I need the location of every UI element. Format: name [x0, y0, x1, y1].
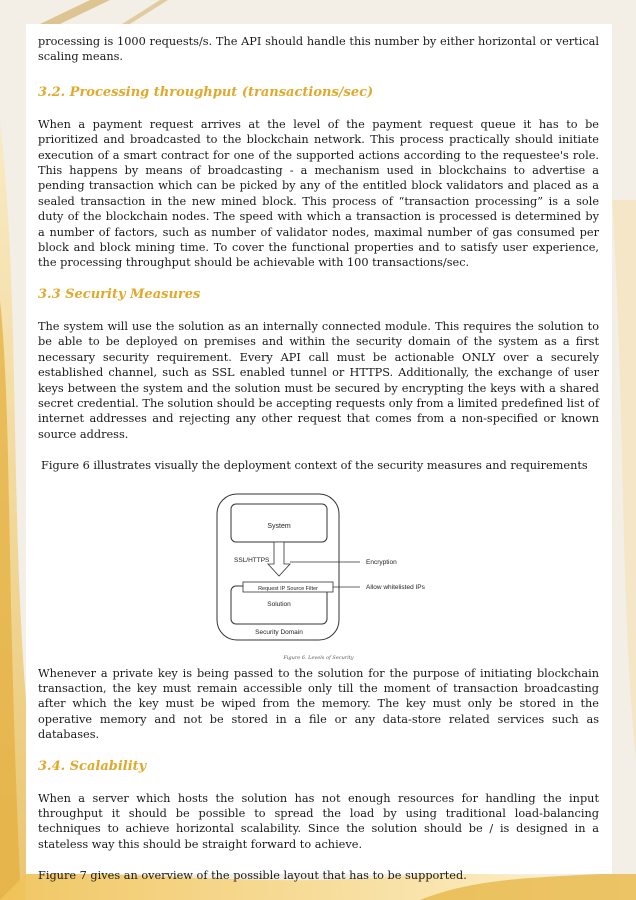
system-label: System: [267, 522, 291, 530]
heading-scalability: 3.4. Scalability: [38, 758, 147, 774]
ip-filter-label: Request IP Source Filter: [258, 585, 318, 592]
heading-security-measures: 3.3 Security Measures: [38, 286, 201, 302]
document-content: [38, 34, 599, 884]
paragraph-scalability: When a server which hosts the solution has not enough resources for handling the input throughput it should be possible to spread the load by using traditional load-balancing techniques to achieve horizontal scalability. Since the solution should be / is designed in a stateless way this should be straight forward to achieve.: [38, 791, 599, 851]
paragraph-security-measures: The system will use the solution as an internally connected module. This requires the solution to be able to be deployed on premises and within the security domain of the system as a first necessary security requirement. Every API call must be actionable ONLY over a securely established channel, such as SSL enabled tunnel or HTTPS. Additionally, the exchange of user keys between the system and the solution must be secured by encrypting the keys with a shared secret credential. The solution should be accepting requests only from a limited predefined list of internet addresses and rejecting any other request that comes from a non-specified or known source address.: [38, 319, 599, 441]
paragraph-api-scaling: processing is 1000 requests/s. The API should handle this number by either horizontal or vertical scaling means.: [38, 35, 599, 64]
allow-whitelisted-label: Allow whitelisted IPs: [366, 583, 425, 591]
heading-processing-throughput: 3.2. Processing throughput (transactions/sec): [38, 84, 374, 100]
encryption-label: Encryption: [366, 558, 397, 566]
paragraph-figure7-intro: Figure 7 gives an overview of the possible layout that has to be supported.: [38, 869, 467, 883]
security-diagram: [38, 480, 599, 666]
solution-label: Solution: [267, 600, 291, 608]
ssl-https-label: SSL/HTTPS: [234, 556, 270, 564]
paragraph-processing-throughput: When a payment request arrives at the level of the payment request queue it has to be prioritized and broadcasted to the blockchain network. This process practically should initiate execution of a smart contract for one of the supported actions according to the requestee's role. This happens by means of broadcasting - a mechanism used in blockchains to advertise a pending transaction which can be picked by any of the entitled block validators and placed as a sealed transaction in the new mined block. This process of “transaction processing” is a sole duty of the blockchain nodes. The speed with which a transaction is processed is determined by a number of factors, such as number of validator nodes, maximal number of gas consumed per block and block mining time. To cover the functional properties and to satisfy user experience, the processing throughput should be achievable with 100 transactions/sec.: [38, 117, 599, 270]
paragraph-figure6-intro: Figure 6 illustrates visually the deployment context of the security measures and requirements: [41, 459, 588, 473]
paragraph-private-key: Whenever a private key is being passed to the solution for the purpose of initiating blockchain transaction, the key must remain accessible only till the moment of transaction broadcasting after which the key must be wiped from the memory. The key must only be stored in the operative memory and not be stored in a file or any data-store related services such as databases.: [38, 666, 599, 742]
security-domain-label: Security Domain: [255, 628, 303, 636]
figure-6-caption: Figure 6. Levels of Security: [283, 654, 354, 661]
figure-levels-of-security: [38, 480, 599, 666]
